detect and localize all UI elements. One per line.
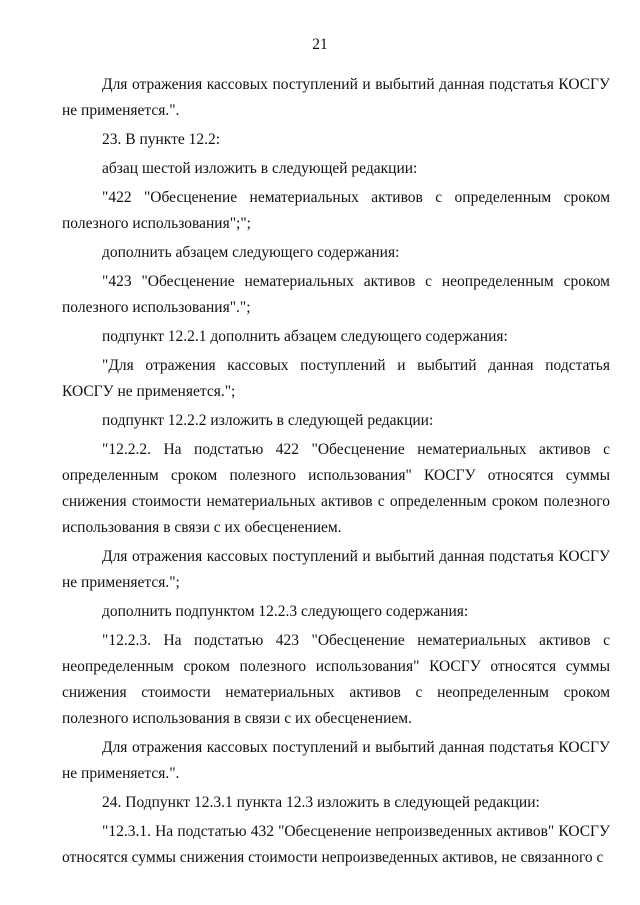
paragraph: 24. Подпункт 12.3.1 пункта 12.3 изложить в следующей редакции:: [102, 794, 540, 811]
paragraph: "12.2.3. На подстатью 423 "Обесценение нематериальных активов с неопределенным сроком полезного использования" КОСГУ относятся суммы снижения стоимости нематериальных активов с неопределенным сроком полезного использования в связи с их обесценением.: [62, 632, 610, 727]
paragraph: дополнить абзацем следующего содержания:: [102, 244, 400, 261]
paragraph: 23. В пункте 12.2:: [102, 131, 221, 148]
paragraph: подпункт 12.2.1 дополнить абзацем следующего содержания:: [102, 328, 508, 345]
paragraph: Для отражения кассовых поступлений и выбытий данная подстатья КОСГУ не применяется.".: [62, 739, 610, 782]
page-number: 21: [312, 36, 328, 53]
paragraph: "12.2.2. На подстатью 422 "Обесценение нематериальных активов с определенным сроком полезного использования" КОСГУ относятся суммы снижения стоимости нематериальных активов с определенным сроком полезного использования в связи с их обесценением.: [62, 441, 610, 536]
paragraph: "12.3.1. На подстатью 432 "Обесценение непроизведенных активов" КОСГУ относятся суммы снижения стоимости непроизведенных активов, не связанного с: [62, 823, 610, 866]
paragraph: "423 "Обесценение нематериальных активов с неопределенным сроком полезного использования".";: [62, 273, 610, 316]
paragraph: дополнить подпунктом 12.2.3 следующего содержания:: [102, 603, 469, 620]
paragraph: подпункт 12.2.2 изложить в следующей редакции:: [102, 412, 434, 429]
paragraph: абзац шестой изложить в следующей редакции:: [102, 160, 418, 177]
paragraph: "422 "Обесценение нематериальных активов с определенным сроком полезного использования";";: [62, 189, 610, 232]
document-body: [62, 72, 610, 874]
paragraph: Для отражения кассовых поступлений и выбытий данная подстатья КОСГУ не применяется.";: [62, 548, 610, 591]
paragraph: "Для отражения кассовых поступлений и выбытий данная подстатья КОСГУ не применяется.";: [62, 357, 610, 400]
paragraph: Для отражения кассовых поступлений и выбытий данная подстатья КОСГУ не применяется.".: [62, 76, 610, 119]
